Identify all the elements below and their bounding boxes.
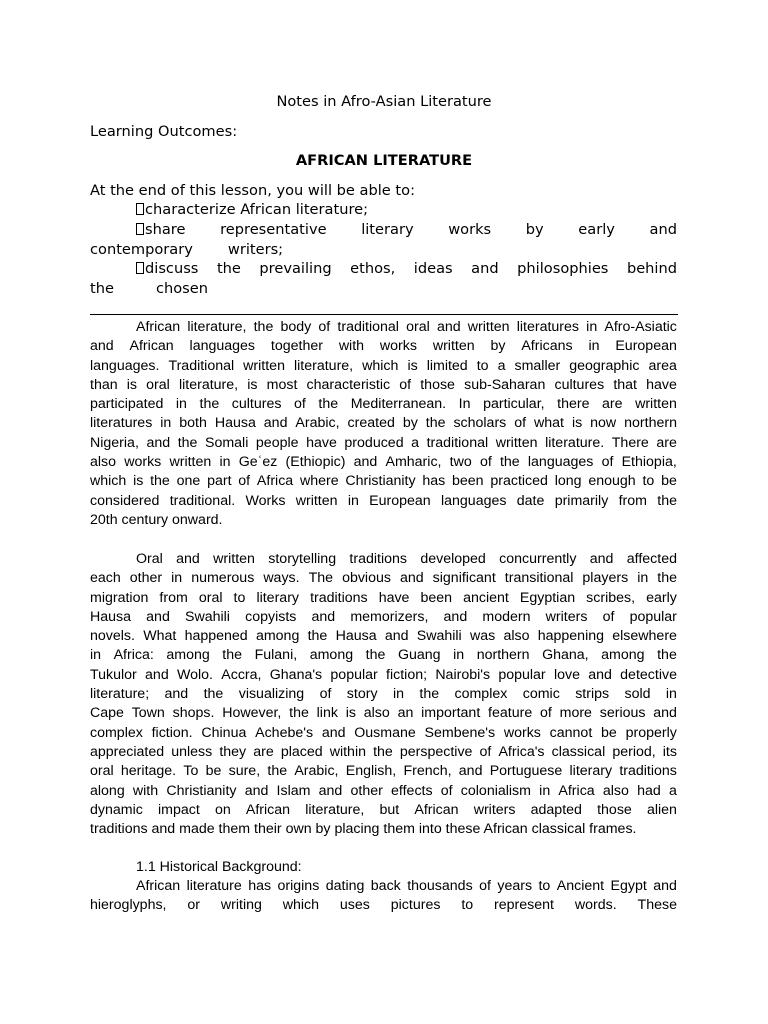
obj3-w4: ethos,	[350, 260, 396, 277]
paragraph-1	[90, 318, 677, 530]
obj2-w2: representative	[220, 221, 327, 238]
text-line: 20th century onward.	[90, 511, 223, 528]
text-line: literature; and the visualizing of story in the complex comic strips sold in	[90, 686, 677, 703]
obj3-w1: discuss	[145, 260, 199, 277]
text-line: Cape Town shops. However, the link is also an important feature of more serious and	[90, 705, 677, 722]
text-line: which is the one part of Africa where Christianity has been practiced long enough to be	[90, 473, 677, 490]
obj2-w9: writers;	[227, 240, 284, 258]
objective-item	[90, 220, 677, 259]
text-line: traditions and made them their own by placing them into these African classical frames.	[90, 821, 637, 838]
text-line: considered traditional. Works written in European languages date primarily from the	[90, 492, 677, 509]
bullet-glyph-icon	[136, 262, 144, 274]
objective-text: characterize African literature;	[145, 201, 369, 218]
text-line: novels. What happened among the Hausa and Swahili was also happening elsewhere	[90, 628, 677, 645]
bullet-glyph-icon	[136, 203, 144, 215]
document-title: Notes in Afro-Asian Literature	[276, 93, 492, 110]
text-line: along with Christianity and Islam and other effects of colonialism in Africa also had a	[90, 782, 677, 799]
text-line: Hausa and Swahili copyists and memorizers, and modern writers of popular	[90, 608, 677, 625]
horizontal-rule	[90, 314, 678, 315]
learning-outcomes-label: Learning Outcomes:	[90, 123, 238, 140]
text-line: appreciated unless they are placed within the perspective of Africa's classical period, its	[90, 743, 677, 760]
paragraph-3	[90, 877, 677, 916]
objectives-list	[90, 200, 677, 220]
text-line: migration from oral to literary traditions have been ancient Egyptian scribes, early	[90, 589, 677, 606]
objective-line	[90, 279, 677, 299]
obj3-w5: ideas	[413, 260, 453, 277]
obj2-w7: and	[649, 221, 677, 238]
subsection-heading: 1.1 Historical Background:	[136, 859, 302, 875]
obj2-w6: early	[578, 221, 615, 238]
text-line: African literature, the body of traditional oral and written literatures in Afro-Asiatic	[136, 319, 677, 335]
text-line: in Africa: among the Fulani, among the Guang in northern Ghana, among the	[90, 647, 677, 664]
paragraph-2	[90, 550, 677, 839]
obj3-w7: philosophies	[517, 260, 609, 277]
text-line: also works written in Geʿez (Ethiopic) and Amharic, two of the languages of Ethiopia,	[90, 454, 677, 471]
objectives-intro: At the end of this lesson, you will be able to:	[90, 182, 415, 199]
obj3-w9: the	[90, 279, 114, 297]
obj2-w5: by	[525, 221, 544, 238]
objective-line	[90, 220, 677, 240]
bullet-glyph-icon	[136, 223, 144, 235]
text-line: Nigeria, and the Somali people have produced a traditional written literature. There are	[90, 434, 677, 451]
text-line: literatures in both Hausa and Arabic, created by the scholars of what is now northern	[90, 415, 677, 432]
text-line: hieroglyphs, or writing which uses pictures to represent words. These	[90, 897, 677, 914]
obj3-w8: behind	[626, 260, 677, 277]
text-line: and African languages together with works written by Africans in European	[90, 338, 677, 355]
obj2-w3: literary	[361, 221, 414, 238]
obj2-w1: share	[145, 221, 186, 238]
text-line: Tukulor and Wolo. Accra, Ghana's popular fiction; Nairobi's popular love and detective	[90, 666, 677, 683]
text-line: than is oral literature, is most characteristic of those sub-Saharan cultures that have	[90, 376, 677, 393]
obj3-w2: the	[216, 260, 241, 277]
text-line: oral heritage. To be sure, the Arabic, English, French, and Portuguese literary traditions	[90, 763, 677, 780]
text-line: dynamic impact on African literature, but African writers adapted those alien	[90, 801, 677, 818]
obj3-w6: and	[471, 260, 499, 277]
objective-item	[90, 200, 677, 220]
obj2-w4: works	[448, 221, 492, 238]
section-heading: AFRICAN LITERATURE	[295, 152, 473, 169]
objective-line	[90, 259, 677, 279]
objective-line	[90, 240, 677, 260]
text-line: Oral and written storytelling traditions developed concurrently and affected	[136, 551, 677, 567]
obj3-w10: chosen	[155, 279, 208, 297]
obj2-w8: contemporary	[90, 240, 193, 258]
text-line: each other in numerous ways. The obvious and significant transitional players in the	[90, 570, 677, 587]
objective-item	[90, 259, 677, 298]
obj3-w3: prevailing	[259, 260, 332, 277]
text-line: complex fiction. Chinua Achebe's and Ousmane Sembene's works cannot be properly	[90, 724, 677, 741]
text-line: languages. Traditional written literature, which is limited to a smaller geographic area	[90, 357, 677, 374]
text-line: African literature has origins dating back thousands of years to Ancient Egypt and	[136, 878, 677, 894]
text-line: participated in the cultures of the Mediterranean. In particular, there are written	[90, 396, 677, 413]
